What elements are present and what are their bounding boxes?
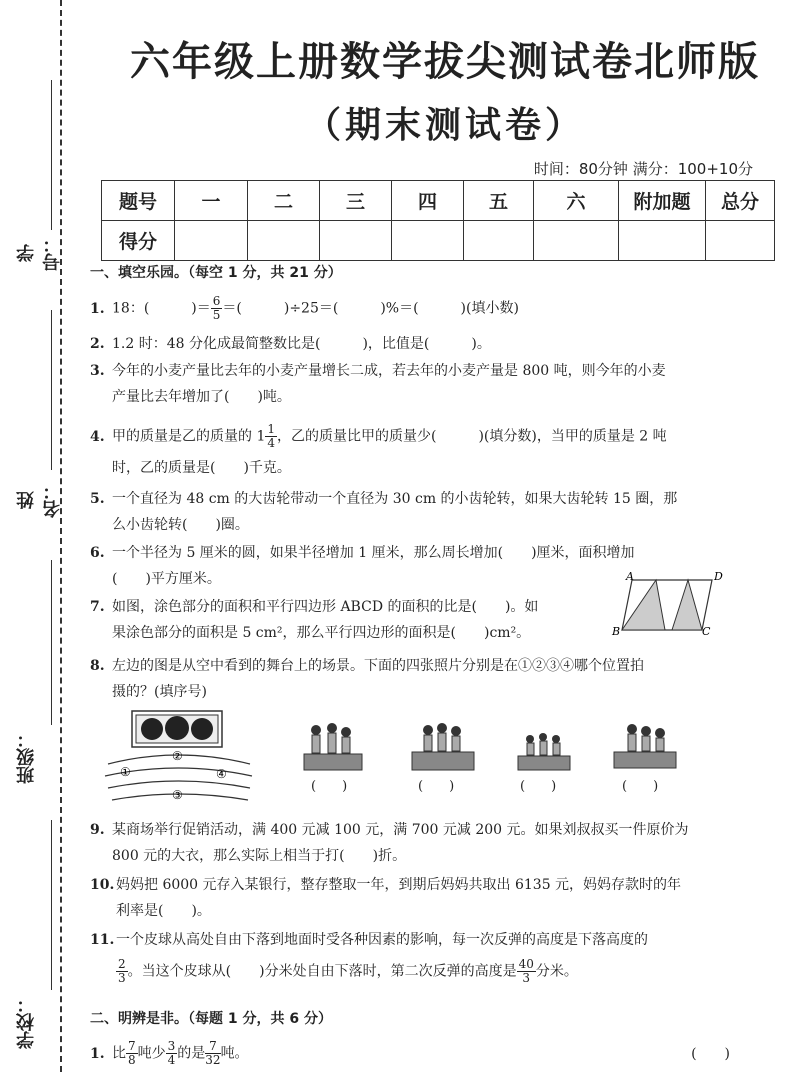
- question-4: 4. 甲的质量是乙的质量的 1 $\frac{1}{4}$ ，乙的质量比甲的质量少( )(填分数)，当甲的质量是 2 吨 时，乙的质量是( )千克。: [90, 422, 667, 476]
- score-cell[interactable]: [248, 221, 320, 261]
- score-cell[interactable]: [534, 221, 619, 261]
- score-table: [101, 180, 775, 261]
- photo-4-answer[interactable]: ( ): [622, 779, 659, 794]
- score-header-cell: 题号: [102, 181, 175, 221]
- binding-dash-line: [60, 0, 62, 1072]
- score-header-cell: 六: [534, 181, 619, 221]
- photo-1-answer[interactable]: ( ): [311, 779, 348, 794]
- exam-meta: 时间：80分钟 满分：100+10分: [533, 160, 753, 178]
- score-header-cell: 五: [464, 181, 534, 221]
- photo-1: [300, 722, 366, 772]
- score-cell[interactable]: [464, 221, 534, 261]
- svg-text:②: ②: [172, 749, 183, 763]
- photo-3: [516, 730, 572, 772]
- score-header-cell: 附加题: [619, 181, 706, 221]
- class-label: 班级：: [14, 560, 44, 790]
- page-title: 六年级上册数学拔尖测试卷北师版: [130, 39, 760, 85]
- photo-3-answer[interactable]: ( ): [520, 779, 557, 794]
- school-label: 学校：: [14, 820, 44, 1070]
- question-1: 1. 18：( )＝ $\frac{6}{5}$ ＝( )÷25＝( )%＝( )(填小数): [90, 294, 519, 322]
- name-label: 姓名：: [14, 310, 44, 525]
- photo-2: [410, 722, 476, 772]
- question-9: 9. 某商场举行促销活动，满 400 元减 100 元，满 700 元减 200 元。如果刘叔叔买一件原价为 800 元的大衣，那么实际上相当于打( )折。: [90, 822, 689, 864]
- svg-text:④: ④: [216, 767, 227, 781]
- question-7: 7. 如图，涂色部分的面积和平行四边形 ABCD 的面积的比是( )。如 果涂色部分的面积是 5 cm²，那么平行四边形的面积是( )cm²。: [90, 599, 539, 641]
- score-cell[interactable]: [706, 221, 775, 261]
- svg-text:A: A: [626, 570, 634, 583]
- svg-text:③: ③: [172, 788, 183, 802]
- page-subtitle: （期末测试卷）: [304, 105, 585, 146]
- question-3: 3. 今年的小麦产量比去年的小麦产量增长二成，若去年的小麦产量是 800 吨，则今年的小麦 产量比去年增加了( )吨。: [90, 363, 666, 405]
- question-6: 6. 一个半径为 5 厘米的圆，如果半径增加 1 厘米，那么周长增加( )厘米，面积增加 ( )平方厘米。: [90, 545, 635, 587]
- svg-text:B: B: [612, 625, 621, 638]
- question-8: 8. 左边的图是从空中看到的舞台上的场景。下面的四张照片分别是在①②③④哪个位置拍 摄的？(填序号): [90, 658, 644, 700]
- judge-answer-blank[interactable]: ( ): [691, 1046, 730, 1062]
- score-header-cell: 二: [248, 181, 320, 221]
- score-header-cell: 四: [392, 181, 464, 221]
- svg-text:①: ①: [120, 765, 131, 779]
- question-5: 5. 一个直径为 48 cm 的大齿轮带动一个直径为 30 cm 的小齿轮转，如果大齿轮转 15 圈，那 么小齿轮转( )圈。: [90, 491, 678, 533]
- stage-top-view: [100, 708, 260, 808]
- score-cell[interactable]: [619, 221, 706, 261]
- question-11: 11. 一个皮球从高处自由下落到地面时受各种因素的影响，每一次反弹的高度是下落高度的 $\frac{2}{3}$ 。当这个皮球从( )分米处自由下落时，第二次反弹的高度是 $\frac{40}{3}$ 分米。: [90, 932, 648, 985]
- photo-2-answer[interactable]: ( ): [418, 779, 455, 794]
- parallelogram-figure: [610, 568, 740, 640]
- student-number-label: 学号：: [14, 40, 44, 265]
- score-header-cell: 三: [320, 181, 392, 221]
- svg-text:D: D: [714, 570, 723, 583]
- score-cell[interactable]: [392, 221, 464, 261]
- photo-4: [612, 722, 678, 772]
- score-header-cell: 一: [175, 181, 248, 221]
- fraction: $\frac{6}{5}$: [212, 294, 221, 322]
- judge-question-1: 1. 比 $\frac{7}{8}$ 吨少 $\frac{3}{4}$ 的是 $\frac{7}{32}$ 吨。 ( ): [90, 1039, 730, 1067]
- question-2: 2. 1.2 时：48 分化成最简整数比是( )，比值是( )。: [90, 336, 491, 352]
- score-row-label: 得分: [102, 221, 175, 261]
- question-10: 10. 妈妈把 6000 元存入某银行，整存整取一年，到期后妈妈共取出 6135 元，妈妈存款时的年 利率是( )。: [90, 877, 682, 919]
- svg-text:C: C: [702, 625, 711, 638]
- score-header-cell: 总分: [706, 181, 775, 221]
- section-heading: 二、明辨是非。（每题 1 分，共 6 分）: [90, 1011, 332, 1027]
- score-cell[interactable]: [320, 221, 392, 261]
- score-cell[interactable]: [175, 221, 248, 261]
- section-heading: 一、填空乐园。（每空 1 分，共 21 分）: [90, 265, 342, 281]
